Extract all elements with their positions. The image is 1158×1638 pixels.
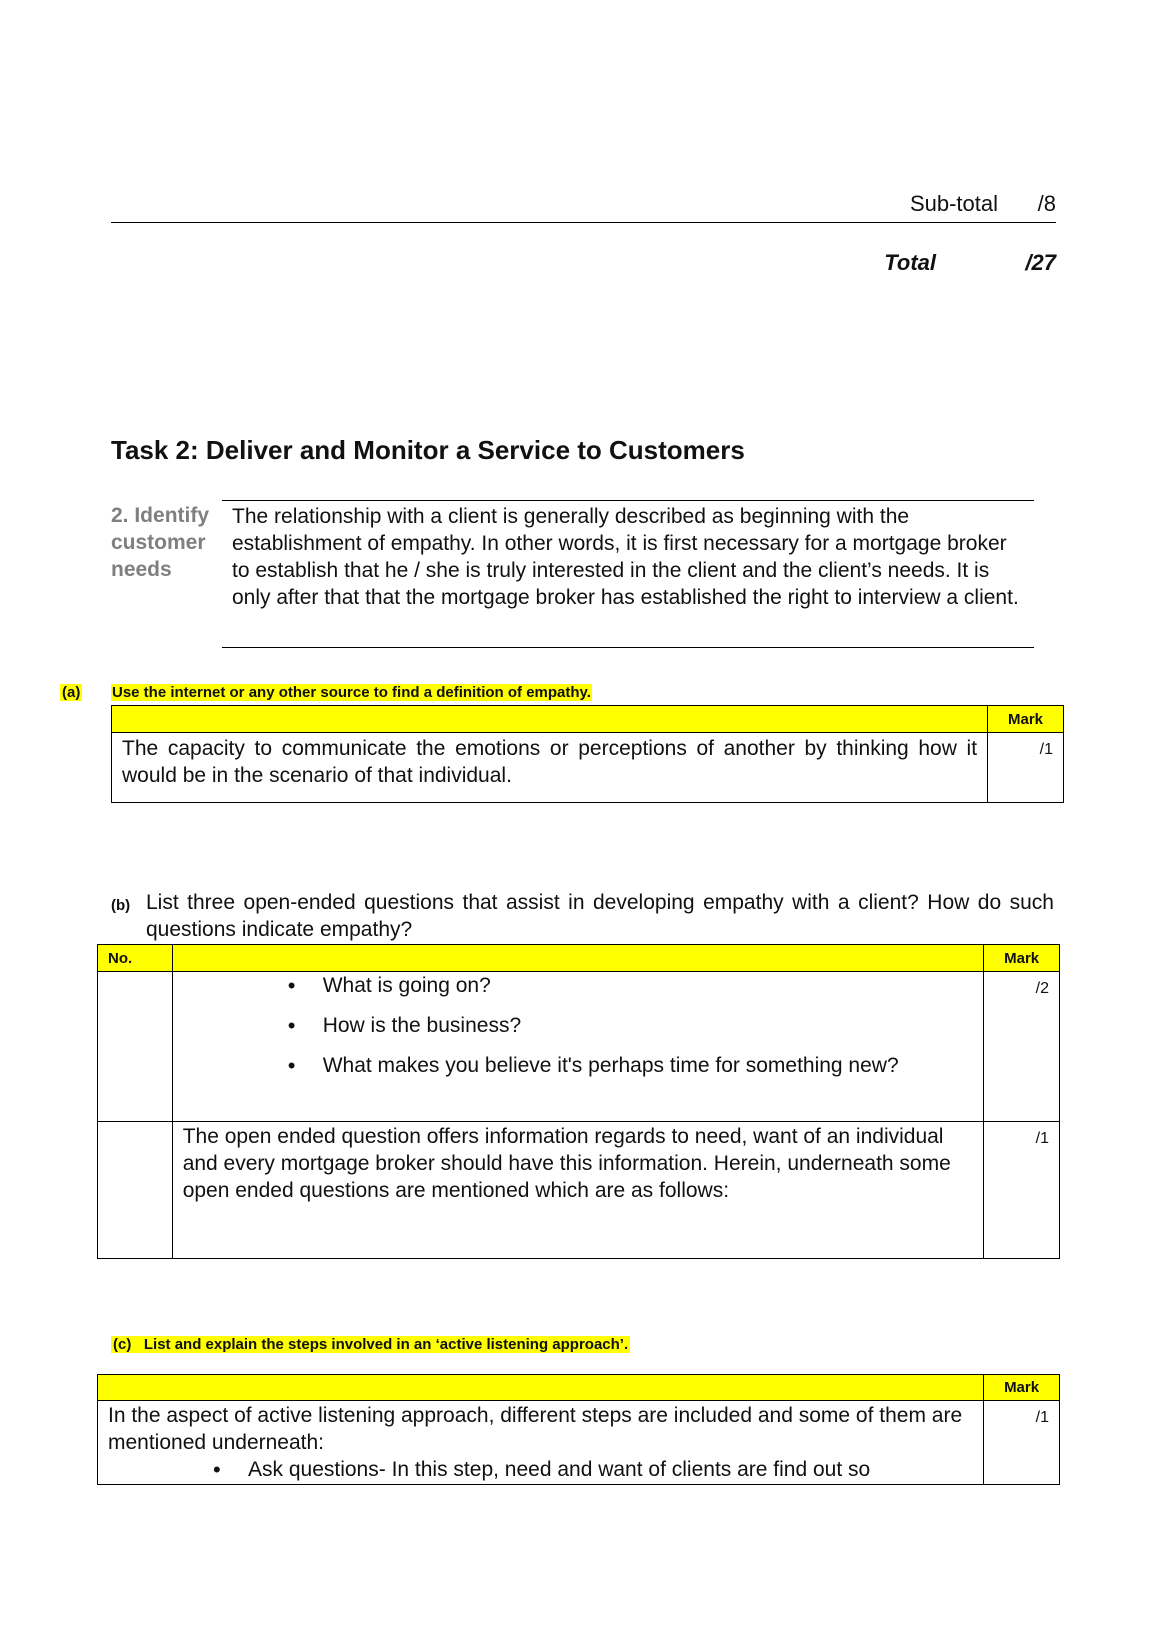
part-b-no-header: No. [98, 945, 173, 972]
part-b-mark-2: /1 [984, 1122, 1060, 1259]
list-item: • What is going on? [288, 972, 984, 999]
total-label: Total [884, 250, 936, 275]
part-b-mark-1: /2 [984, 972, 1060, 1122]
list-item: • Ask questions- In this step, need and want of clients are find out so [213, 1456, 971, 1483]
part-a-header-cell [112, 706, 988, 733]
part-b-table [97, 944, 1060, 1259]
part-c-header-cell [98, 1375, 984, 1401]
list-item: • How is the business? [288, 1012, 984, 1039]
intro-text: The relationship with a client is generally described as beginning with the establishment of empathy. In other words, it is first necessary for a mortgage broker to establish that he / she is truly interested in the client and the client’s needs. It is only after that that the mortgage broker has established the right to interview a client. [232, 505, 1019, 609]
task-title: Task 2: Deliver and Monitor a Service to Customers [111, 435, 745, 465]
part-c-answer-intro: In the aspect of active listening approach, different steps are included and some of them are mentioned underneath: [108, 1404, 963, 1454]
part-c-bullet-list [98, 1456, 983, 1483]
part-b-mark-header: Mark [984, 945, 1060, 972]
part-a-letter: (a) [62, 684, 81, 701]
intro-box [222, 500, 1034, 648]
part-c-mark-header: Mark [984, 1375, 1060, 1401]
part-a-question: Use the internet or any other source to find a definition of empathy. [112, 684, 591, 701]
part-b-bullet-list [173, 972, 984, 1079]
part-c-mark: /1 [984, 1401, 1060, 1485]
part-b-question: List three open-ended questions that assist in developing empathy with a client? How do such questions indicate empathy? [146, 891, 1054, 941]
part-a-mark: /1 [988, 733, 1064, 803]
part-c-table [97, 1374, 1060, 1485]
subtotal-row [111, 188, 1056, 223]
part-a-table [111, 705, 1064, 803]
subtotal-value: /8 [1037, 191, 1056, 216]
list-item: • What makes you believe it's perhaps time for something new? [288, 1052, 984, 1079]
part-c-question: List and explain the steps involved in an ‘active listening approach’. [143, 1336, 629, 1353]
subtotal-label: Sub-total [909, 191, 998, 216]
part-b-bullets-cell [172, 972, 984, 1122]
part-b-answer-cell [172, 1122, 984, 1259]
total-value: /27 [1025, 250, 1056, 275]
part-b-no-cell-1 [98, 972, 173, 1122]
part-a-mark-header: Mark [988, 706, 1064, 733]
part-a-answer-cell [112, 733, 988, 803]
part-b-answer: The open ended question offers information regards to need, want of an individual and every mortgage broker should have this information. Herein, underneath some open ended questions are mentioned which are as follows: [182, 1125, 951, 1202]
part-a-answer: The capacity to communicate the emotions or perceptions of another by thinking how it would be in the scenario of that individual. [122, 737, 978, 787]
part-b-letter: (b) [111, 897, 131, 914]
part-c-letter: (c) [113, 1336, 132, 1353]
part-c-answer-cell [98, 1401, 984, 1485]
part-c-question-line [111, 1336, 630, 1353]
part-b-no-cell-2 [98, 1122, 173, 1259]
section-side-label: 2. Identify customer needs [111, 504, 210, 581]
part-b-header-cell [172, 945, 984, 972]
